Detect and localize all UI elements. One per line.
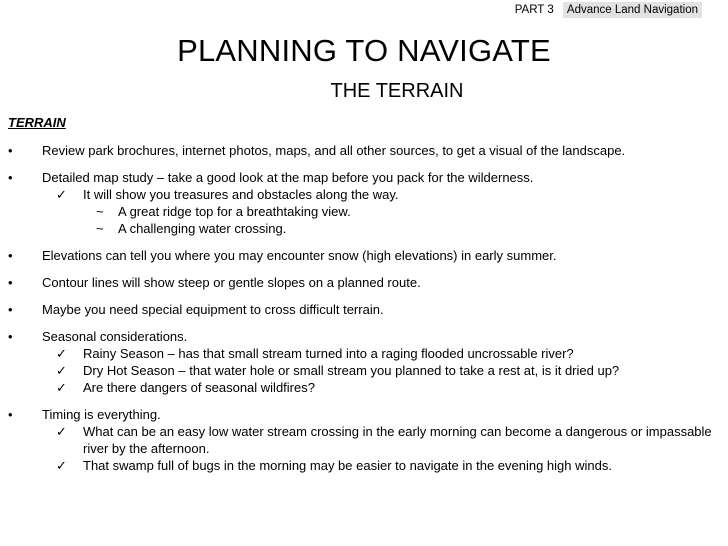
checkmark-icon: ✓ (56, 458, 67, 473)
bullet-item (8, 247, 723, 264)
slide-header-tag (515, 4, 702, 16)
bullet-text: Elevations can tell you where you may encounter snow (high elevations) in early summer. (42, 248, 557, 263)
sub-sub-item (8, 220, 723, 237)
bullet-text: Contour lines will show steep or gentle slopes on a planned route. (42, 275, 421, 290)
bullet-text: Review park brochures, internet photos, maps, and all other sources, to get a visual of the landscape. (42, 143, 626, 158)
bullet-marker: • (8, 407, 13, 422)
tilde-marker: ~ (96, 204, 104, 219)
bullet-marker: • (8, 275, 13, 290)
tilde-marker: ~ (96, 221, 104, 236)
part-label: PART 3 (514, 4, 554, 16)
checkmark-icon: ✓ (56, 380, 67, 395)
checkmark-icon: ✓ (56, 346, 67, 361)
bullet-item (8, 301, 723, 318)
bullet-marker: • (8, 302, 13, 317)
bullet-item (8, 142, 723, 159)
bullet-text: Timing is everything. (42, 407, 161, 422)
sub-item (8, 379, 723, 396)
bullet-item (8, 169, 723, 237)
sub-item (8, 457, 723, 474)
bullet-item (8, 406, 723, 474)
slide-subtitle: THE TERRAIN (330, 80, 464, 102)
section-heading: TERRAIN (8, 115, 66, 130)
slide-content (8, 114, 723, 484)
bullet-marker: • (8, 329, 13, 344)
sub-item-text: That swamp full of bugs in the morning may be easier to navigate in the evening high winds. (83, 458, 612, 473)
sub-sub-item-text: A challenging water crossing. (118, 221, 287, 236)
checkmark-icon: ✓ (56, 187, 67, 202)
bullet-marker: • (8, 170, 13, 185)
sub-item-text: Are there dangers of seasonal wildfires? (83, 380, 315, 395)
sub-item (8, 186, 723, 203)
course-label: Advance Land Navigation (563, 2, 702, 18)
bullet-item (8, 328, 723, 396)
sub-item-text: What can be an easy low water stream crossing in the early morning can become a dangerous or impassable river by the afternoon. (83, 424, 712, 456)
bullet-item (8, 274, 723, 291)
bullet-text: Maybe you need special equipment to cross difficult terrain. (42, 302, 384, 317)
sub-item-text: It will show you treasures and obstacles along the way. (83, 187, 399, 202)
sub-sub-item-text: A great ridge top for a breathtaking view. (118, 204, 351, 219)
slide-title: PLANNING TO NAVIGATE (177, 33, 551, 68)
sub-item (8, 345, 723, 362)
sub-item-text: Dry Hot Season – that water hole or small stream you planned to take a rest at, is it dried up? (83, 363, 620, 378)
sub-item (8, 362, 723, 379)
sub-sub-item (8, 203, 723, 220)
checkmark-icon: ✓ (56, 424, 67, 439)
sub-item (8, 423, 723, 457)
checkmark-icon: ✓ (56, 363, 67, 378)
sub-item-text: Rainy Season – has that small stream turned into a raging flooded uncrossable river? (83, 346, 574, 361)
bullet-marker: • (8, 248, 13, 263)
bullet-marker: • (8, 143, 13, 158)
bullet-text: Detailed map study – take a good look at the map before you pack for the wilderness. (42, 170, 534, 185)
bullet-text: Seasonal considerations. (42, 329, 188, 344)
